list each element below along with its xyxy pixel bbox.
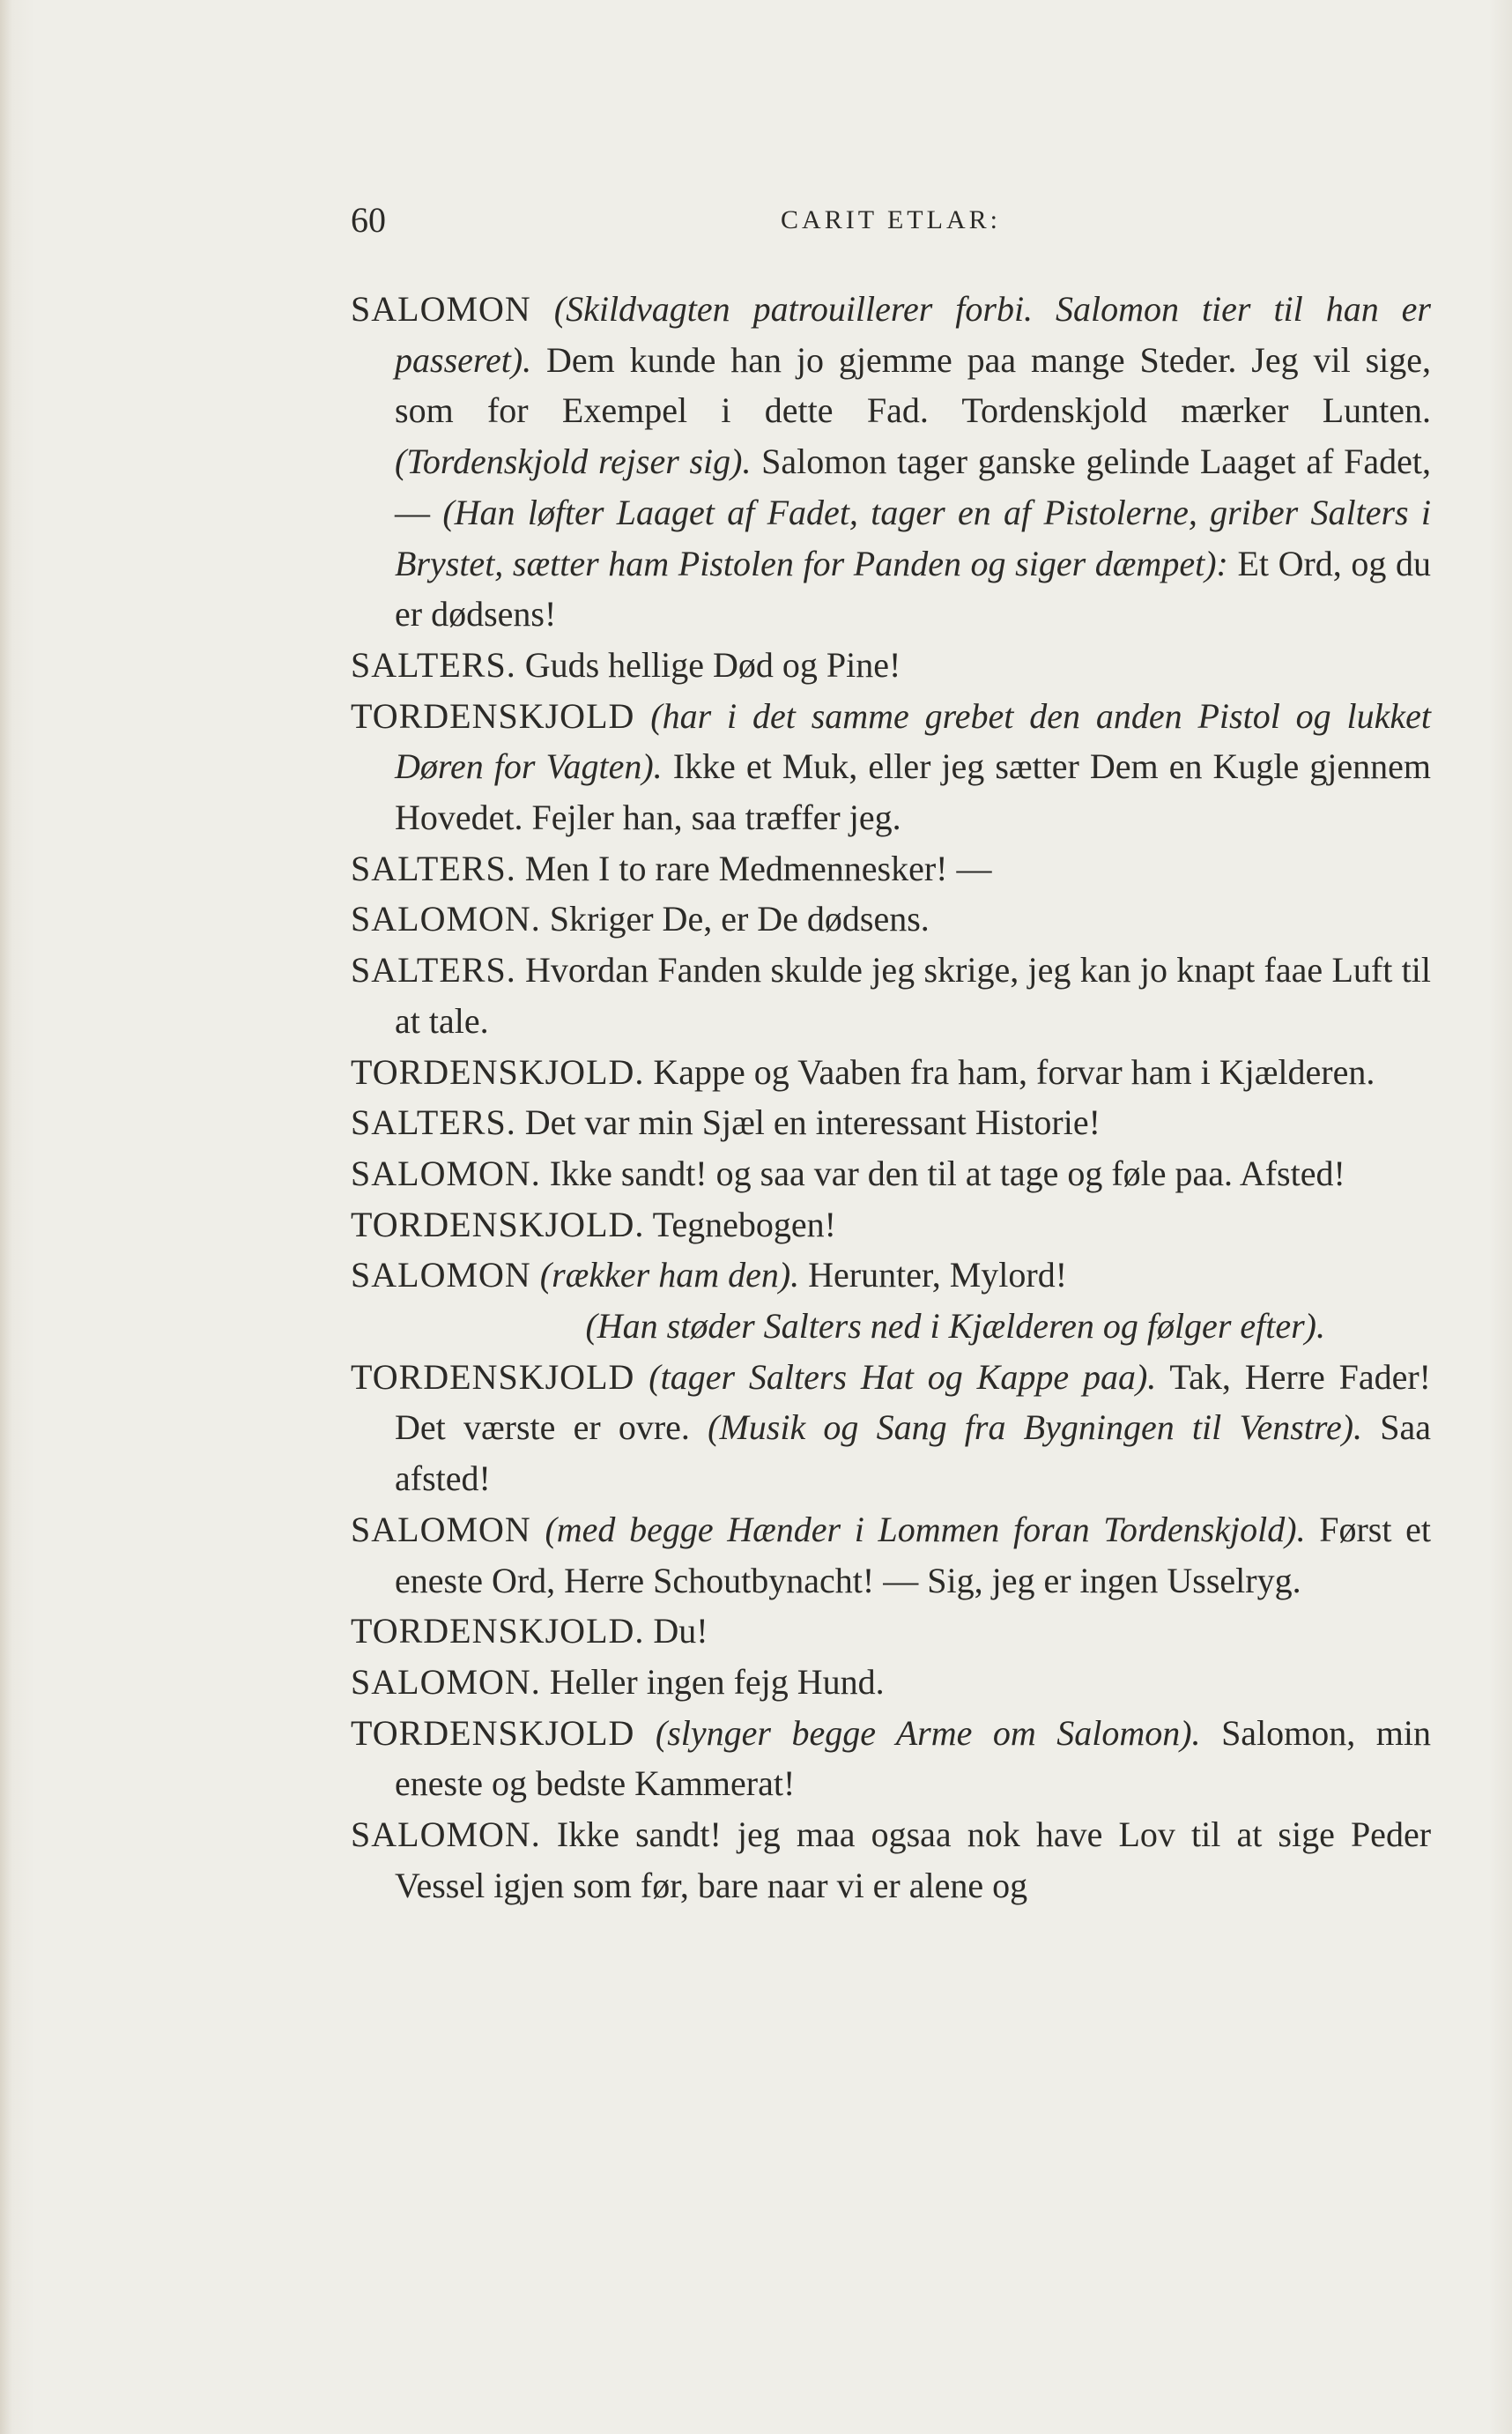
- stage-direction: (Han støder Salters ned i Kjælderen og følger efter).: [585, 1306, 1325, 1347]
- dialogue-paragraph: [351, 1504, 1431, 1606]
- dialogue-paragraph: [351, 1250, 1431, 1301]
- page-number: 60: [351, 200, 386, 240]
- dialogue-text: Et Ord, og du er dødsens!: [395, 543, 1431, 634]
- dialogue-paragraph: [351, 1657, 1431, 1708]
- dialogue-paragraph: [351, 1047, 1431, 1098]
- dialogue-paragraph: [351, 691, 1431, 843]
- dialogue-paragraph: [351, 1199, 1431, 1250]
- dialogue-text: Heller ingen fejg Hund.: [549, 1661, 885, 1702]
- dialogue-paragraph: [351, 1097, 1431, 1148]
- dialogue-paragraph: [351, 1301, 1431, 1352]
- stage-direction: (med begge Hænder i Lommen foran Tordenskjold).: [545, 1509, 1306, 1549]
- dialogue-paragraph: [351, 1809, 1431, 1911]
- dialogue-text: Tak, Herre Fader! Det værste er ovre.: [395, 1356, 1431, 1448]
- speaker-name: SALOMON.: [351, 899, 541, 939]
- dialogue-paragraph: [351, 1708, 1431, 1809]
- stage-direction: (slynger begge Arme om Salomon).: [655, 1712, 1201, 1753]
- speaker-name: SALOMON.: [351, 1814, 541, 1855]
- dialogue-paragraph: [351, 1148, 1431, 1199]
- stage-direction: (Han løfter Laaget af Fadet, tager en af Pistolerne, griber Salters i Brystet, sætter ham Pistolen for Panden og siger dæmpet):: [395, 492, 1431, 583]
- dialogue-paragraph: [351, 843, 1431, 894]
- stage-direction: (har i det samme grebet den anden Pistol og lukket Døren for Vagten).: [395, 695, 1432, 787]
- speaker-name: SALOMON: [351, 1509, 531, 1549]
- dialogue-text: Men I to rare Medmennesker! —: [524, 848, 992, 888]
- dialogue-text: Ikke sandt! jeg maa ogsaa nok have Lov til at sige Peder Vessel igjen som før, bare naar vi er alene og: [395, 1814, 1432, 1905]
- speaker-name: TORDENSKJOLD.: [351, 1051, 645, 1092]
- stage-direction: (rækker ham den).: [539, 1255, 800, 1295]
- dialogue-text: Ikke et Muk, eller jeg sætter Dem en Kugle gjennem Hovedet. Fejler han, saa træffer jeg.: [395, 746, 1432, 838]
- stage-direction: (Musik og Sang fra Bygningen til Venstre).: [708, 1407, 1363, 1448]
- dialogue-text: Først et eneste Ord, Herre Schoutbynacht! — Sig, jeg er ingen Usselryg.: [395, 1509, 1432, 1600]
- speaker-name: SALTERS.: [351, 848, 516, 888]
- speaker-name: TORDENSKJOLD: [351, 695, 635, 736]
- dialogue-text: Dem kunde han jo gjemme paa mange Steder. Jeg vil sige, som for Exempel i dette Fad. Tordenskjold mærker Lunten.: [395, 339, 1432, 431]
- dialogue-text: Skriger De, er De dødsens.: [549, 899, 930, 939]
- dialogue-text: Ikke sandt! og saa var den til at tage og føle paa. Afsted!: [549, 1153, 1345, 1193]
- page-header: [351, 196, 1431, 245]
- dialogue-paragraph: [351, 894, 1431, 945]
- running-head: CARIT ETLAR:: [781, 205, 1001, 234]
- speaker-name: SALOMON.: [351, 1153, 541, 1193]
- dialogue-text: Saa afsted!: [395, 1407, 1431, 1499]
- speaker-name: SALTERS.: [351, 950, 516, 991]
- speaker-name: SALOMON: [351, 289, 531, 329]
- stage-direction: (tager Salters Hat og Kappe paa).: [649, 1356, 1157, 1397]
- dialogue-text: Du!: [653, 1611, 708, 1651]
- stage-direction: (Skildvagten patrouillerer forbi. Salomon tier til han er passeret).: [395, 289, 1431, 380]
- dialogue-text: Kappe og Vaaben fra ham, forvar ham i Kjælderen.: [653, 1051, 1375, 1092]
- dialogue-text: Guds hellige Død og Pine!: [524, 644, 901, 685]
- stage-direction: (Tordenskjold rejser sig).: [395, 442, 752, 482]
- speaker-name: SALOMON.: [351, 1661, 541, 1702]
- speaker-name: TORDENSKJOLD.: [351, 1611, 645, 1651]
- dialogue-text: Det var min Sjæl en interessant Historie!: [524, 1102, 1101, 1143]
- dialogue-text: Salomon, min eneste og bedste Kammerat!: [395, 1712, 1432, 1804]
- speaker-name: SALTERS.: [351, 1102, 516, 1143]
- speaker-name: TORDENSKJOLD: [351, 1356, 635, 1397]
- dialogue-paragraph: [351, 945, 1431, 1046]
- speaker-name: SALTERS.: [351, 644, 516, 685]
- dialogue-text: Herunter, Mylord!: [808, 1255, 1068, 1295]
- dialogue-text: Salomon tager ganske gelinde Laaget af Fadet, —: [395, 442, 1431, 532]
- speaker-name: TORDENSKJOLD.: [351, 1204, 645, 1244]
- dialogue-paragraph: [351, 1606, 1431, 1657]
- dialogue-paragraph: [351, 1352, 1431, 1504]
- speaker-name: TORDENSKJOLD: [351, 1712, 635, 1753]
- dialogue-text: Tegnebogen!: [652, 1204, 836, 1244]
- dialogue-paragraph: [351, 640, 1431, 691]
- dialogue-paragraph: [351, 284, 1431, 640]
- speaker-name: SALOMON: [351, 1255, 531, 1295]
- dialogue-text: Hvordan Fanden skulde jeg skrige, jeg kan jo knapt faae Luft til at tale.: [395, 950, 1432, 1041]
- play-text: [351, 284, 1431, 1911]
